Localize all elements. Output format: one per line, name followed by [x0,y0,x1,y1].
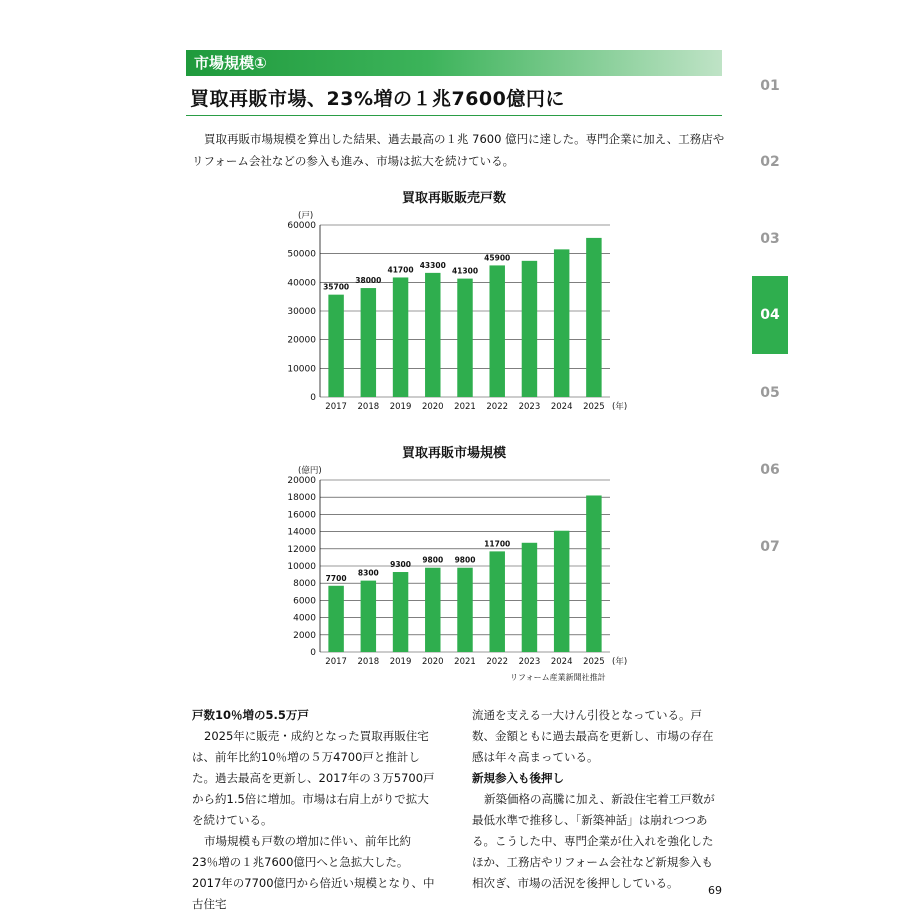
y-tick-label: 0 [310,648,316,658]
chart-source: リフォーム産業新聞社推計 [510,673,606,682]
x-axis-label: (年) [612,402,628,412]
data-label: 45900 [484,253,511,263]
data-label: 11700 [484,539,511,549]
y-tick-label: 0 [310,393,316,403]
x-tick-label: 2024 [550,657,573,667]
x-tick-label: 2022 [486,657,509,667]
x-tick-label: 2018 [357,402,380,412]
bar-2020 [425,568,440,652]
y-tick-label: 40000 [287,278,316,289]
y-tick-label: 12000 [287,544,316,555]
bar-2021 [457,568,472,652]
chapter-tab-07[interactable]: 07 [760,539,780,555]
x-tick-label: 2024 [550,402,573,412]
chart-title-units: 買取再販販売戸数 [401,191,506,206]
x-tick-label: 2017 [325,402,347,412]
data-label: 9300 [390,560,411,570]
y-tick-label: 8000 [293,579,316,590]
chapter-tab-05[interactable]: 05 [760,385,780,401]
y-tick-label: 14000 [287,527,316,538]
market-bar-chart [280,455,630,677]
y-axis-label: (戸) [298,211,314,221]
y-tick-label: 6000 [293,596,316,607]
bar-2018 [361,288,376,397]
data-label: 41300 [451,266,479,276]
bar-2025 [586,238,601,397]
data-label: 38000 [355,276,382,286]
y-tick-label: 18000 [287,493,316,504]
body-paragraph: 流通を支える一大けん引役となっている。戸数、金額ともに過去最高を更新し、市場の存在感は年々高まっている。 [472,708,714,764]
bar-2023 [522,261,537,397]
y-tick-label: 10000 [287,562,316,572]
x-tick-label: 2021 [454,657,476,667]
x-tick-label: 2020 [421,657,444,667]
y-tick-label: 2000 [293,630,316,641]
bar-2017 [328,586,343,652]
page-number: 69 [708,884,722,897]
chapter-tab-01[interactable]: 01 [760,78,780,94]
chapter-tab-06[interactable]: 06 [760,462,780,478]
y-tick-label: 60000 [287,221,316,231]
bar-2019 [393,277,408,397]
bar-2022 [489,551,504,652]
chapter-tab-03[interactable]: 03 [760,231,780,247]
subheading-units: 戸数10％増の5.5万戸 [192,708,309,722]
data-label: 35700 [323,282,350,292]
units-bar-chart [280,200,630,422]
data-label: 43300 [419,260,446,270]
x-axis-label: (年) [612,657,628,667]
bar-2024 [554,531,569,652]
x-tick-label: 2023 [518,657,541,667]
data-label: 9800 [454,555,476,565]
bar-2018 [361,581,376,652]
x-tick-label: 2020 [421,402,444,412]
data-label: 7700 [325,573,347,583]
section-tag: 市場規模① [186,50,722,76]
bar-2020 [425,273,440,397]
x-tick-label: 2025 [583,657,605,667]
subheading-entrants: 新規参入も後押し [472,771,564,785]
y-tick-label: 20000 [287,335,316,346]
y-tick-label: 16000 [287,510,316,521]
y-tick-label: 50000 [287,249,316,260]
x-tick-label: 2019 [389,657,412,667]
body-column-right [472,705,722,894]
y-tick-label: 20000 [287,476,316,486]
chapter-tab-02[interactable]: 02 [760,154,780,170]
page-title: 買取再販市場、23%増の１兆7600億円に [190,88,565,110]
chapter-tab-04[interactable]: 04 [752,276,788,354]
y-tick-label: 10000 [287,364,316,375]
data-label: 41700 [387,265,414,275]
bar-2024 [554,249,569,397]
body-paragraph: 2025年に販売・成約となった買取再販住宅は、前年比約10％増の５万4700戸と推計した。過去最高を更新し、2017年の３万5700戸から約1.5倍に増加。市場は右肩上がりで拡大を続けている。 [192,729,435,827]
x-tick-label: 2025 [583,402,605,412]
bar-2019 [393,572,408,652]
lead-paragraph: 買取再販市場規模を算出した結果、過去最高の１兆 7600 億円に達した。専門企業に加え、工務店やリフォーム会社などの参入も進み、市場は拡大を続けている。 [192,132,725,168]
x-tick-label: 2018 [357,657,380,667]
x-tick-label: 2019 [389,402,412,412]
y-axis-label: (億円) [298,466,322,476]
body-column-left [192,705,437,915]
body-paragraph: 新築価格の高騰に加え、新設住宅着工戸数が最低水準で推移し、「新築神話」は崩れつつある。こうした中、専門企業が仕入れを強化したほか、工務店やリフォーム会社など新規参入も相次ぎ、市場の活況を後押ししている。 [472,792,715,890]
x-tick-label: 2021 [454,402,476,412]
bar-2021 [457,279,472,397]
bar-2017 [328,295,343,397]
y-tick-label: 30000 [287,307,316,317]
data-label: 8300 [357,568,379,578]
bar-2022 [489,265,504,397]
data-label: 9800 [422,555,444,565]
body-paragraph: 市場規模も戸数の増加に伴い、前年比約23％増の１兆7600億円へと急拡大した。2017年の7700億円から倍近い規模となり、中古住宅 [192,834,435,911]
y-tick-label: 4000 [293,613,316,624]
x-tick-label: 2023 [518,402,541,412]
title-divider [186,115,722,116]
bar-2023 [522,543,537,652]
x-tick-label: 2022 [486,402,509,412]
chart-title-market: 買取再販市場規模 [401,446,506,461]
x-tick-label: 2017 [325,657,347,667]
bar-2025 [586,495,601,652]
